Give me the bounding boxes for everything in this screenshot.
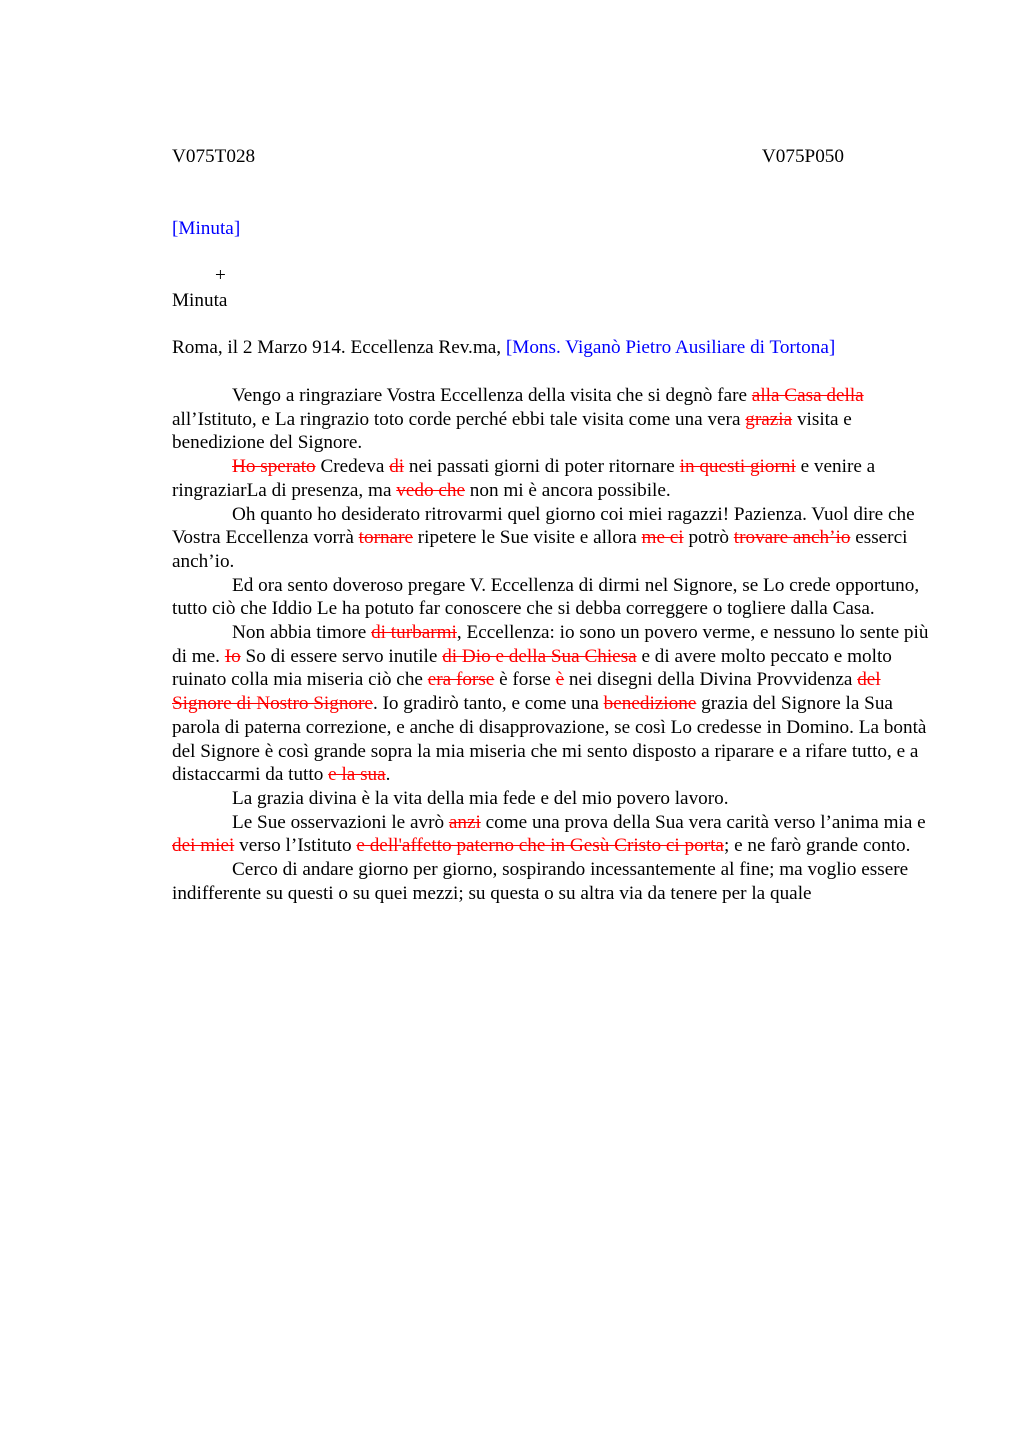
paragraph-text: , Eccellenza: io sono un povero verme, e nessuno lo sente più di me. (172, 622, 929, 667)
paragraph-text: Non abbia timore (232, 622, 372, 644)
paragraph-text: Credeva (315, 456, 390, 478)
minuta-label: Minuta (172, 290, 228, 311)
letter-paragraph (172, 787, 932, 811)
minuta-editorial-tag: [Minuta] (172, 218, 241, 239)
deleted-text: e la sua (328, 764, 386, 786)
letter-paragraph (172, 574, 932, 621)
paragraph-text: Vengo a ringraziare Vostra Eccellenza della visita che si degnò fare (232, 385, 752, 406)
deleted-text: Io (224, 645, 241, 667)
paragraph-text: verso l’Istituto (234, 835, 357, 857)
deleted-text: in questi giorni (679, 456, 796, 478)
deleted-text: di Dio e della Sua Chiesa (442, 645, 637, 667)
paragraph-text: è forse (494, 669, 556, 691)
paragraph-text: esserci anch’io. (172, 527, 908, 572)
paragraph-text: non mi è ancora possibile. (465, 479, 671, 501)
document-code-left: V075T028 (172, 146, 256, 167)
deleted-text: trovare anch’io (733, 527, 851, 549)
letter-paragraph (172, 811, 932, 858)
dateline (172, 337, 835, 359)
deleted-text: tornare (358, 527, 413, 549)
letter-paragraph (172, 455, 932, 502)
paragraph-text: come una prova della Sua vera carità verso l’anima mia e (480, 811, 926, 833)
letter-paragraph (172, 384, 932, 455)
cross-mark: + (215, 265, 226, 286)
letter-paragraph (172, 621, 932, 787)
dateline-text: Roma, il 2 Marzo 914. Eccellenza Rev.ma, (172, 337, 506, 358)
deleted-text: benedizione (603, 693, 697, 715)
paragraph-text: Ed ora sento doveroso pregare V. Eccellenza di dirmi nel Signore, se Lo crede opportuno, tutto ciò che Iddio Le ha potuto far conoscere che si debba correggere o togliere dalla Casa. (172, 574, 920, 620)
paragraph-text: So di essere servo inutile (240, 645, 443, 667)
deleted-text: di (389, 456, 405, 478)
recipient-editorial-note: [Mons. Viganò Pietro Ausiliare di Tortona] (505, 337, 836, 358)
paragraph-text: . Io gradirò tanto, e come una (372, 693, 604, 715)
paragraph-text: potrò (683, 527, 734, 549)
paragraph-text: e venire a ringraziarLa di presenza, ma (172, 456, 876, 501)
deleted-text: vedo che (396, 479, 465, 501)
letter-paragraph (172, 858, 932, 905)
deleted-text: dei miei (172, 835, 235, 857)
deleted-text: è (555, 669, 565, 691)
deleted-text: di turbarmi (371, 622, 457, 644)
paragraph-text: nei passati giorni di poter ritornare (404, 456, 680, 478)
document-code-right: V075P050 (761, 146, 844, 167)
paragraph-text: all’Istituto, e La ringrazio toto corde perché ebbi tale visita come una vera (172, 408, 746, 430)
deleted-text: anzi (448, 811, 481, 833)
paragraph-text: . (385, 764, 391, 786)
letter-body (172, 384, 932, 905)
deleted-text: grazia (745, 408, 793, 430)
paragraph-text: ripetere le Sue visite e allora (412, 527, 642, 549)
paragraph-text: ; e ne farò grande conto. (723, 835, 911, 857)
paragraph-text: nei disegni della Divina Provvidenza (564, 669, 858, 691)
paragraph-text: grazia del Signore la Sua parola di paterna correzione, e anche di disapprovazione, se così Lo credesse in Domino. La bontà del Signore è così grande sopra la mia miseria che mi sento disposto a riparare e a rifare tutto, e a distaccarmi da tutto (172, 693, 927, 786)
deleted-text: del Signore di Nostro Signore (172, 669, 881, 715)
paragraph-text: Le Sue osservazioni le avrò (232, 811, 449, 833)
deleted-text: alla Casa della (751, 385, 864, 406)
deleted-text: me ci (641, 527, 684, 549)
letter-paragraph (172, 503, 932, 574)
deleted-text: e dell'affetto paterno che in Gesù Cristo ci porta (356, 835, 724, 857)
deleted-text: Ho sperato (232, 456, 316, 478)
paragraph-text: e di avere molto peccato e molto ruinato colla mia miseria ciò che (172, 645, 892, 691)
paragraph-text: Cerco di andare giorno per giorno, sospirando incessantemente al fine; ma voglio essere indifferente su questi o su quei mezzi; su questa o su altra via da tenere per la quale (172, 859, 909, 904)
paragraph-text: Oh quanto ho desiderato ritrovarmi quel giorno coi miei ragazzi! Pazienza. Vuol dire che Vostra Eccellenza vorrà (172, 503, 915, 549)
paragraph-text: La grazia divina è la vita della mia fede e del mio povero lavoro. (232, 787, 729, 809)
paragraph-text: visita e benedizione del Signore. (172, 408, 852, 454)
deleted-text: era forse (427, 669, 495, 691)
